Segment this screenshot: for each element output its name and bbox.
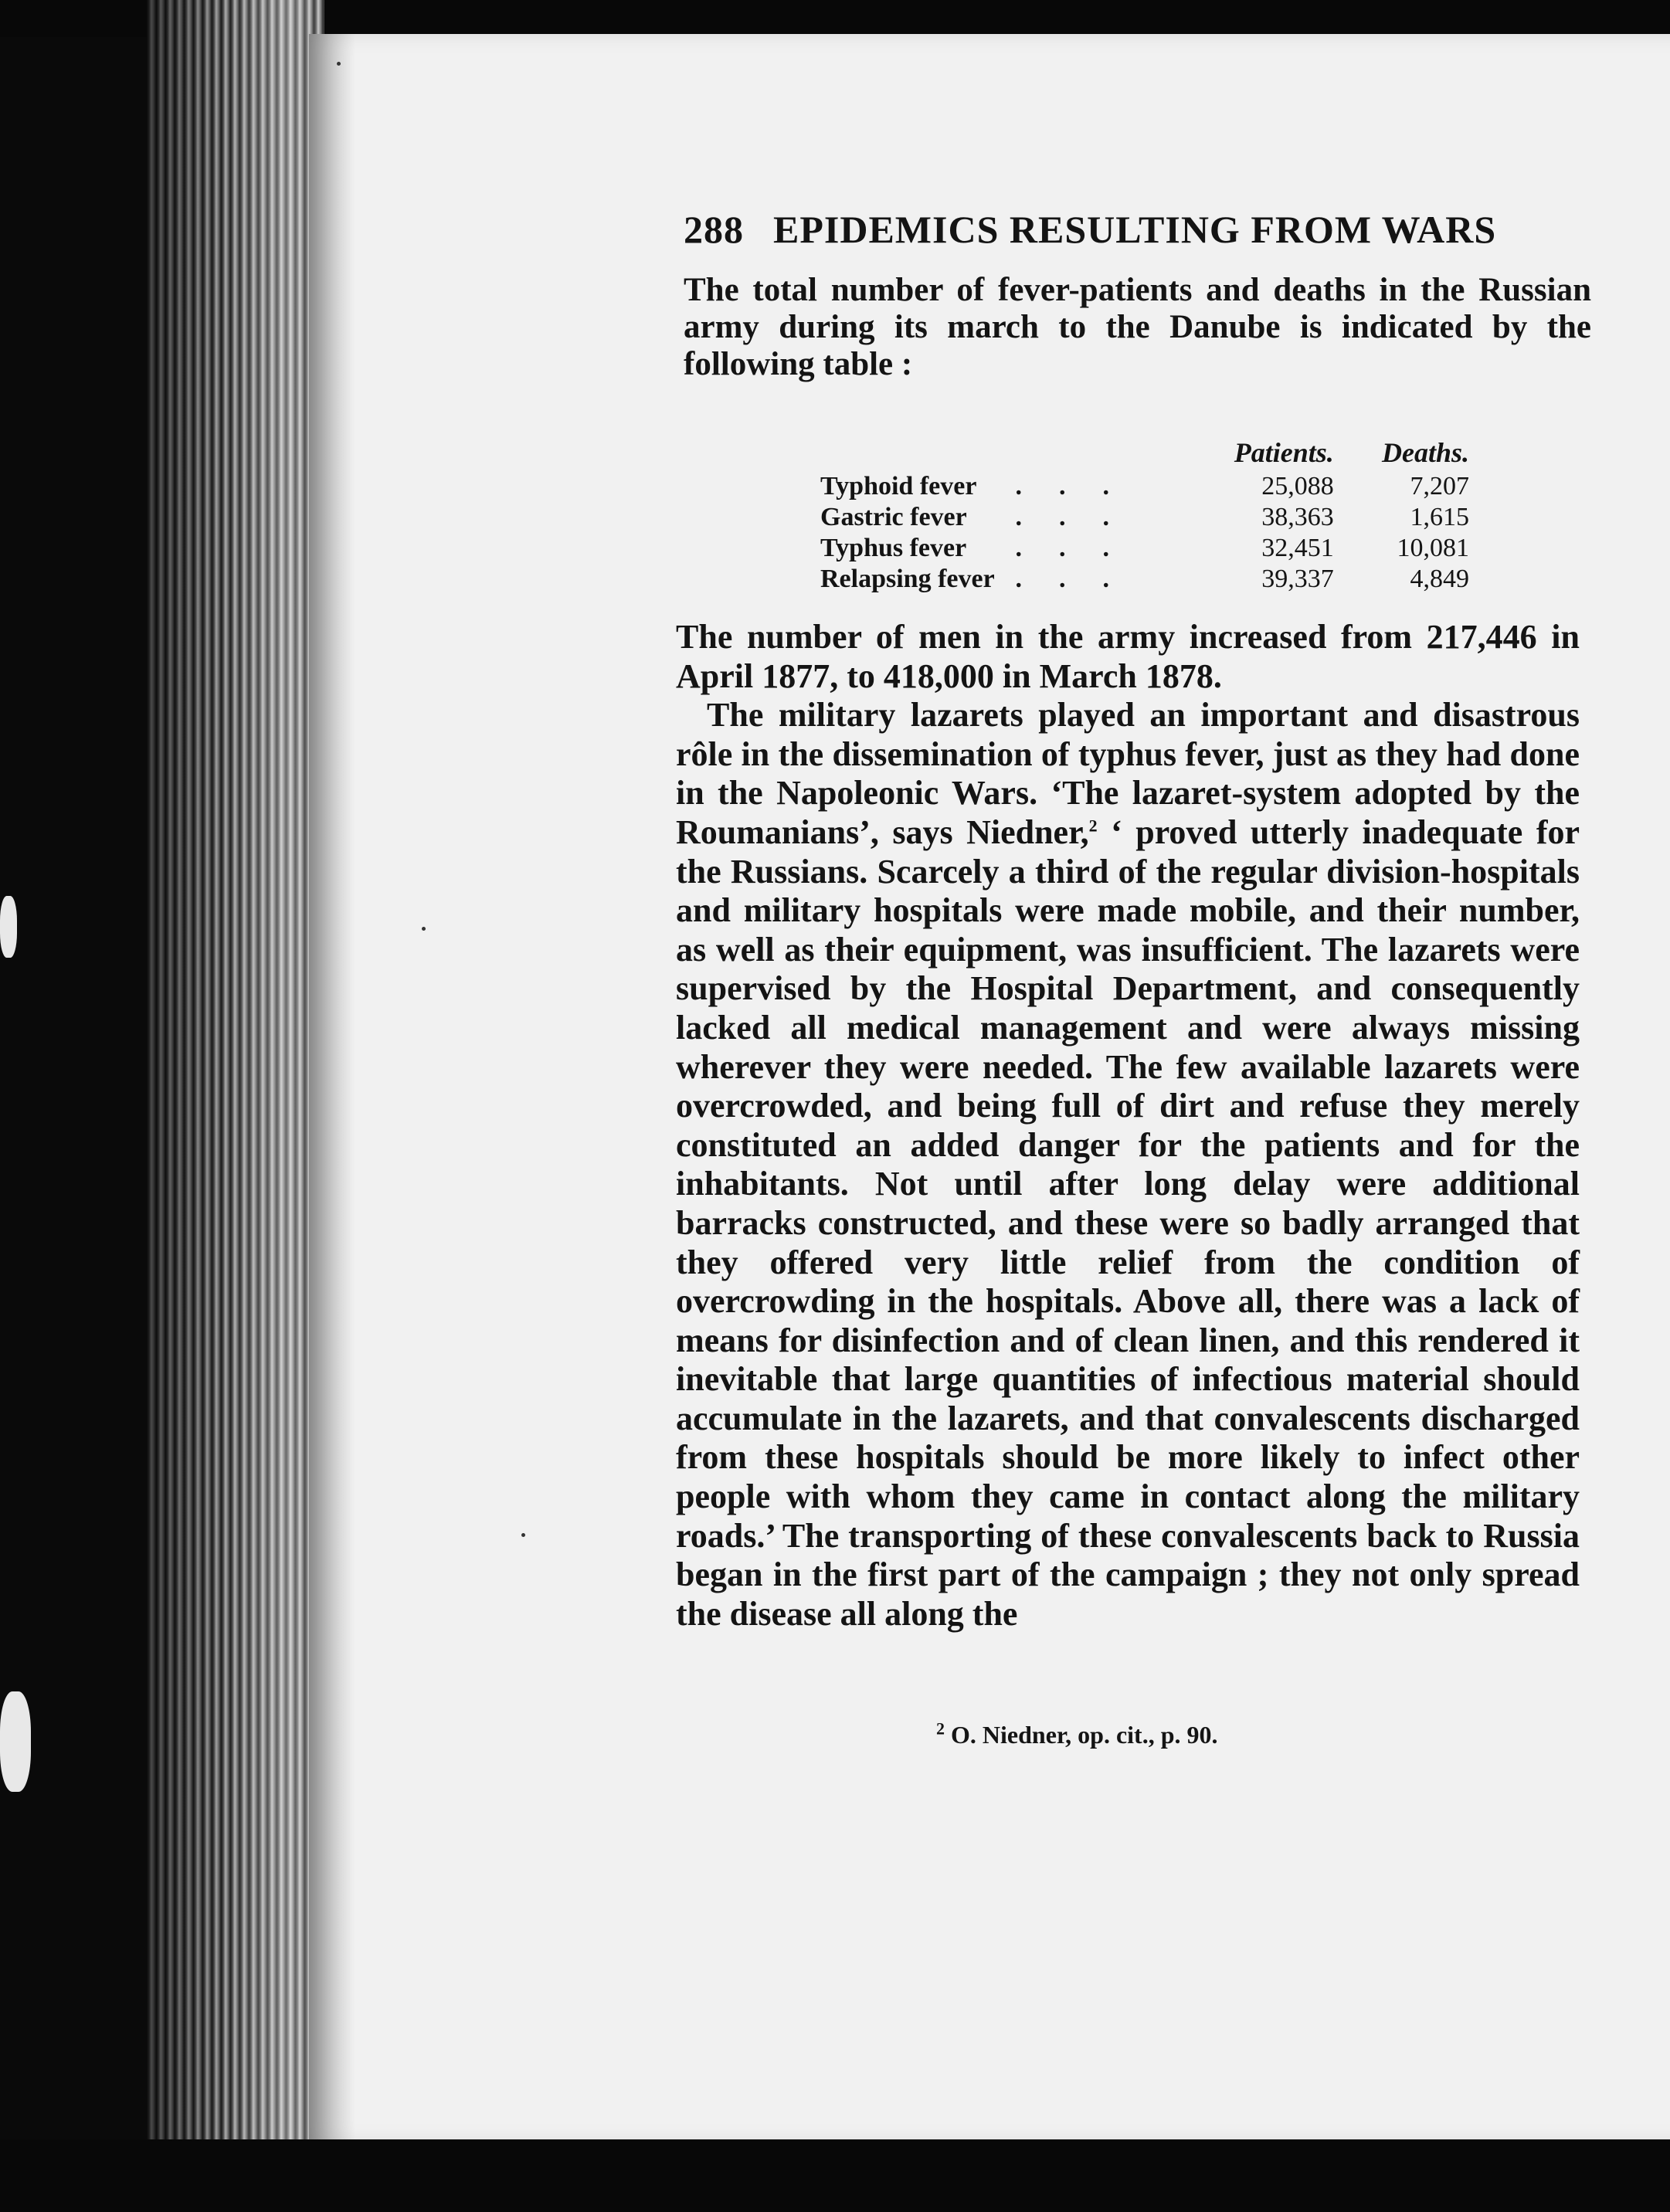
footnote (936, 1718, 1218, 1749)
deaths-header: Deaths. (1381, 437, 1469, 468)
leader-dots: ... (1015, 534, 1146, 562)
lazarets-text-after-ref: ‘ proved utterly inadequate for the Russians. Scarcely a third of the regular division-hospitals and military hospitals were made mobile, and their number, as well as their equipment, was insufficient. The lazarets were supervised by the Hospital Department, and consequently lacked all medical management and were always missing wherever they were needed. The few available lazarets were overcrowded, and being full of dirt and refuse they merely constituted an added danger for the patients and for the inhabitants. Not until after long delay were additional barracks constructed, and these were so badly arranged that they offered very little relief from the condition of overcrowding in the hospitals. Above all, there was a lack of means for disinfection and of clean linen, and this rendered it inevitable that large quantities of infectious material should accumulate in the lazarets, and that convalescents discharged from these hospitals should be more likely to infect other people with whom they came in contact along the military roads.’ The transporting of these convalescents back to Russia began in the first part of the campaign ; they not only spread the disease all along the (676, 813, 1580, 1633)
disease-name: Typhoid fever (820, 472, 977, 500)
table-header-row (820, 437, 1469, 471)
page-gutter-shadow (309, 34, 355, 2142)
patients-count: 32,451 (1261, 534, 1334, 562)
deaths-count: 10,081 (1397, 534, 1469, 562)
table-row (820, 471, 1469, 502)
scan-blotch (0, 896, 17, 958)
patients-count: 38,363 (1261, 503, 1334, 531)
fore-edge-shadow (147, 0, 324, 2212)
leader-dots: ... (1015, 472, 1146, 500)
footnote-reference: 2 (1088, 816, 1098, 836)
disease-name: Relapsing fever (820, 565, 995, 593)
footnote-text: O. Niedner, op. cit., p. 90. (945, 1721, 1218, 1749)
intro-paragraph: The total number of fever-patients and deaths in the Russian army during its march to the Danube is indicated by the following table : (684, 272, 1591, 382)
deaths-count: 4,849 (1410, 565, 1469, 593)
deaths-count: 1,615 (1410, 503, 1469, 531)
leader-dots: ... (1015, 565, 1146, 593)
patients-header: Patients. (1234, 437, 1334, 468)
lazarets-text-before-ref: The military lazarets played an important and disastrous rôle in the dissemination of typhus fever, just as they had done in the Napoleonic Wars. ‘The lazaret-system adopted by the Roumanians’, says Niedner, (676, 696, 1580, 851)
page-number: 288 (684, 208, 744, 251)
scan-bottom-border (0, 2139, 1670, 2212)
leader-dots: ... (1015, 503, 1146, 531)
table-row (820, 564, 1469, 595)
disease-name: Gastric fever (820, 503, 967, 531)
patients-count: 39,337 (1261, 565, 1334, 593)
patients-count: 25,088 (1261, 472, 1334, 500)
fever-table (820, 437, 1469, 595)
scan-speck (422, 927, 426, 931)
table-row (820, 502, 1469, 533)
chapter-title: EPIDEMICS RESULTING FROM WARS (773, 208, 1497, 251)
scan-blotch (0, 1691, 31, 1792)
table-row (820, 533, 1469, 564)
footnote-marker: 2 (936, 1718, 945, 1739)
paragraph-army-size: The number of men in the army increased from 217,446 in April 1877, to 418,000 in March 1878. (676, 618, 1580, 695)
scan-speck (521, 1533, 525, 1537)
scan-speck (337, 62, 341, 66)
deaths-count: 7,207 (1410, 472, 1469, 500)
body-text (676, 618, 1580, 1634)
running-head (684, 207, 1502, 252)
disease-name: Typhus fever (820, 534, 967, 562)
paragraph-lazarets (676, 696, 1580, 1634)
